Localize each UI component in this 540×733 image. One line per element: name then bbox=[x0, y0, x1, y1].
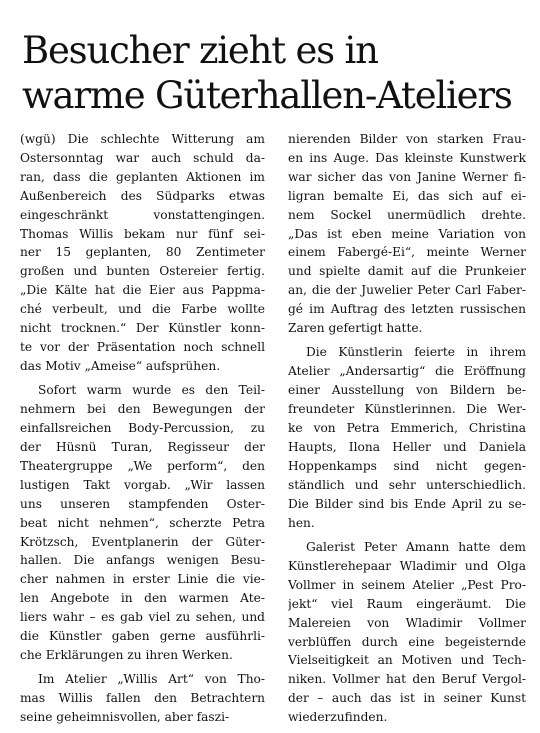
text-line: wiederzufinden. bbox=[288, 710, 388, 725]
text-line: Krötzsch, Eventplanerin der Güter- bbox=[20, 534, 265, 549]
headline-line: Besucher zieht es in bbox=[22, 29, 378, 72]
text-line: Sofort warm wurde es den Teil- bbox=[38, 383, 265, 398]
article-paragraph bbox=[288, 538, 526, 727]
text-line: freundeter Künstlerinnen. Die Wer- bbox=[288, 402, 526, 417]
text-line: Im Atelier „Willis Art“ von Tho- bbox=[38, 672, 265, 687]
text-line: ner 15 geplanten, 80 Zentimeter bbox=[20, 245, 265, 260]
text-line: nicht trocknen.“ Der Künstler konn- bbox=[20, 321, 265, 336]
text-line: hen. bbox=[288, 515, 315, 530]
article-paragraph bbox=[20, 670, 265, 727]
text-line: ke von Petra Emmerich, Christina bbox=[288, 421, 526, 436]
text-line: Atelier „Andersartig“ die Eröffnung bbox=[288, 364, 526, 379]
text-line: und spielte damit auf die Prunkeier bbox=[288, 264, 526, 279]
text-line: nem Sockel unermüdlich drehte. bbox=[288, 207, 526, 222]
text-line: liers wahr – es gab viel zu sehen, und bbox=[20, 610, 265, 625]
text-line: Galerist Peter Amann hatte dem bbox=[306, 540, 526, 555]
article-column-left bbox=[20, 130, 265, 733]
text-line: jekt“ viel Raum eingeräumt. Die bbox=[288, 596, 526, 611]
text-line: lustigen Takt vorgab. „Wir lassen bbox=[20, 477, 265, 492]
text-line: die Künstler gaben gerne ausführli- bbox=[20, 629, 265, 644]
text-line: der Hüsnü Turan, Regisseur der bbox=[20, 440, 265, 454]
text-line: Malereien von Wladimir Vollmer bbox=[288, 615, 526, 630]
text-line: „Das ist eben meine Variation von bbox=[288, 226, 526, 241]
text-line: ché verbeult, und die Farbe wollte bbox=[20, 302, 265, 317]
text-line: Theatergruppe „We perform“, den bbox=[20, 458, 265, 473]
text-line: Zaren gefertigt hatte. bbox=[288, 321, 423, 336]
text-line: Künstlerehepaar Wladimir und Olga bbox=[288, 558, 526, 573]
text-line: Haupts, Ilona Heller und Daniela bbox=[288, 440, 526, 454]
headline-line: warme Güterhallen-Ateliers bbox=[22, 74, 512, 117]
text-line: nierenden Bilder von starken Frau- bbox=[288, 132, 526, 146]
text-line: Thomas Willis bekam nur fünf sei- bbox=[20, 226, 265, 241]
text-line: einem Fabergé-Ei“, meinte Werner bbox=[288, 245, 526, 260]
text-line: ran, dass die geplanten Aktionen im bbox=[20, 169, 265, 184]
text-line: Ostersonntag war auch schuld da- bbox=[20, 150, 265, 165]
article-paragraph bbox=[288, 343, 526, 532]
text-line: nehmern bei den Bewegungen der bbox=[20, 402, 265, 417]
text-line: einfallsreichen Body-Percussion, zu bbox=[20, 421, 265, 436]
text-line: das Motiv „Ameise“ aufsprühen. bbox=[20, 358, 221, 373]
text-line: uns unseren stampfenden Oster- bbox=[20, 496, 265, 511]
article-paragraph bbox=[20, 130, 265, 376]
text-line: niken. Vollmer hat den Beruf Vergol- bbox=[288, 672, 526, 687]
text-line: mas Willis fallen den Betrachtern bbox=[20, 691, 265, 706]
text-line: len Angebote in den warmen Ate- bbox=[20, 591, 265, 606]
text-line: cher nahmen in erster Linie die vie- bbox=[20, 572, 265, 587]
text-line: Hoppenkamps sind nicht gegen- bbox=[288, 458, 526, 473]
text-line: Vielseitigkeit an Motiven und Tech- bbox=[288, 653, 526, 668]
article-headline bbox=[22, 28, 532, 118]
text-line: ligran bemalte Ei, das sich auf ei- bbox=[288, 188, 526, 203]
text-line: einer Ausstellung von Bildern be- bbox=[288, 383, 526, 398]
text-line: hallen. Die anfangs wenigen Besu- bbox=[20, 553, 265, 568]
text-line: der – auch das ist in seiner Kunst bbox=[288, 691, 526, 706]
article-paragraph bbox=[20, 381, 265, 665]
article-paragraph bbox=[288, 130, 526, 338]
text-line: seine geheimnisvollen, aber faszi- bbox=[20, 710, 230, 725]
text-line: Vollmer in seinem Atelier „Pest Pro- bbox=[288, 577, 526, 592]
text-line: en ins Auge. Das kleinste Kunstwerk bbox=[288, 150, 526, 165]
text-line: Außenbereich des Südparks etwas bbox=[20, 188, 265, 203]
text-line: (wgü) Die schlechte Witterung am bbox=[20, 132, 265, 146]
text-line: Die Künstlerin feierte in ihrem bbox=[306, 345, 526, 360]
text-line: eingeschränkt vonstattengingen. bbox=[20, 207, 265, 222]
text-line: war sicher das von Janine Werner fi- bbox=[288, 169, 526, 184]
text-line: verblüffen durch eine begeisternde bbox=[288, 634, 526, 649]
text-line: te vor der Präsentation noch schnell bbox=[20, 339, 265, 354]
text-line: beat nicht nehmen“, scherzte Petra bbox=[20, 515, 265, 530]
text-line: che Erklärungen zu ihren Werken. bbox=[20, 647, 233, 662]
text-line: großen und bunten Ostereier fertig. bbox=[20, 264, 265, 279]
text-line: an, die der Juwelier Peter Carl Faber- bbox=[288, 283, 526, 298]
text-line: „Die Kälte hat die Eier aus Pappma- bbox=[20, 283, 265, 298]
text-line: gé im Auftrag des letzten russischen bbox=[288, 302, 526, 317]
text-line: ständlich und sehr unterschiedlich. bbox=[288, 477, 526, 492]
text-line: Die Bilder sind bis Ende April zu se- bbox=[288, 496, 526, 511]
article-column-right bbox=[288, 130, 526, 733]
